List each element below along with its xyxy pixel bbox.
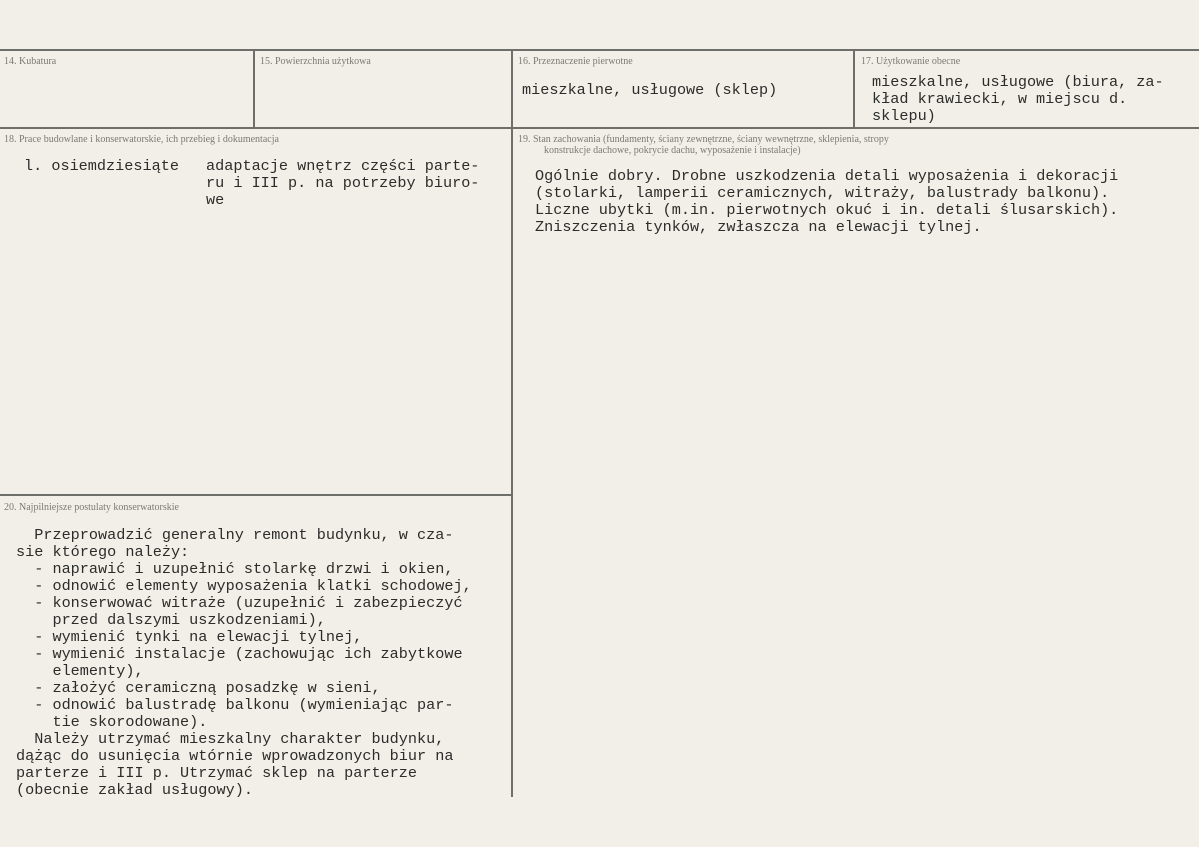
text-line: we	[206, 191, 225, 209]
text-line: Należy utrzymać mieszkalny charakter budynku,	[16, 730, 445, 748]
row-divider-2	[0, 494, 512, 496]
field-18-period: l. osiemdziesiąte	[24, 157, 179, 175]
text-line: sie którego należy:	[16, 543, 190, 561]
text-line: - konserwować witraże (uzupełnić i zabezpieczyć	[16, 594, 463, 612]
text-line: kład krawiecki, w miejscu d.	[872, 90, 1128, 108]
field-18-value	[206, 158, 479, 209]
text-line: ru i III p. na potrzeby biuro-	[206, 174, 480, 192]
text-line: Przeprowadzić generalny remont budynku, w cza-	[16, 526, 454, 544]
text-line: - wymienić tynki na elewacji tylnej,	[16, 628, 363, 646]
field-16-value: mieszkalne, usługowe (sklep)	[522, 81, 778, 99]
text-line: - odnowić elementy wyposażenia klatki schodowej,	[16, 577, 472, 595]
column-divider-a	[253, 49, 255, 129]
text-line: przed dalszymi uszkodzeniami),	[16, 611, 326, 629]
text-line: - założyć ceramiczną posadzkę w sieni,	[16, 679, 381, 697]
column-divider-b	[511, 49, 513, 797]
top-rule	[0, 49, 1199, 51]
text-line: Liczne ubytki (m.in. pierwotnych okuć i in. detali ślusarskich).	[535, 201, 1119, 219]
text-line: sklepu)	[872, 107, 936, 125]
text-line: (obecnie zakład usługowy).	[16, 781, 253, 799]
text-line: parterze i III p. Utrzymać sklep na parterze	[16, 764, 418, 782]
text-line: mieszkalne, usługowe (biura, za-	[872, 73, 1164, 91]
text-line: Ogólnie dobry. Drobne uszkodzenia detali wyposażenia i dekoracji	[535, 167, 1119, 185]
field-14-label: 14. Kubatura	[4, 56, 57, 67]
field-16-label: 16. Przeznaczenie pierwotne	[518, 56, 633, 67]
field-15-label: 15. Powierzchnia użytkowa	[260, 56, 371, 67]
field-19-value	[535, 168, 1118, 236]
text-line: adaptacje wnętrz części parte-	[206, 157, 480, 175]
text-line: (stolarki, lamperii ceramicznych, witraży, balustrady balkonu).	[535, 184, 1110, 202]
field-19-label-line-1: 19. Stan zachowania (fundamenty, ściany zewnętrzne, ściany wewnętrzne, sklepienia, stropy	[518, 134, 889, 145]
field-17-value	[872, 74, 1164, 125]
field-18-label: 18. Prace budowlane i konserwatorskie, ich przebieg i dokumentacja	[4, 134, 279, 145]
field-20-label: 20. Najpilniejsze postulaty konserwatorskie	[4, 502, 179, 513]
row-divider-1	[0, 127, 1199, 129]
field-19-label-line-2: konstrukcje dachowe, pokrycie dachu, wyposażenie i instalacje)	[544, 145, 801, 156]
field-17-label: 17. Użytkowanie obecne	[861, 56, 961, 67]
text-line: - wymienić instalacje (zachowując ich zabytkowe	[16, 645, 463, 663]
text-line: Zniszczenia tynków, zwłaszcza na elewacji tylnej.	[535, 218, 982, 236]
text-line: tie skorodowane).	[16, 713, 208, 731]
field-20-value	[16, 527, 472, 799]
text-line: - naprawić i uzupełnić stolarkę drzwi i okien,	[16, 560, 454, 578]
text-line: - odnowić balustradę balkonu (wymieniając par-	[16, 696, 454, 714]
text-line: elementy),	[16, 662, 144, 680]
text-line: dążąc do usunięcia wtórnie wprowadzonych biur na	[16, 747, 454, 765]
column-divider-c	[853, 49, 855, 129]
